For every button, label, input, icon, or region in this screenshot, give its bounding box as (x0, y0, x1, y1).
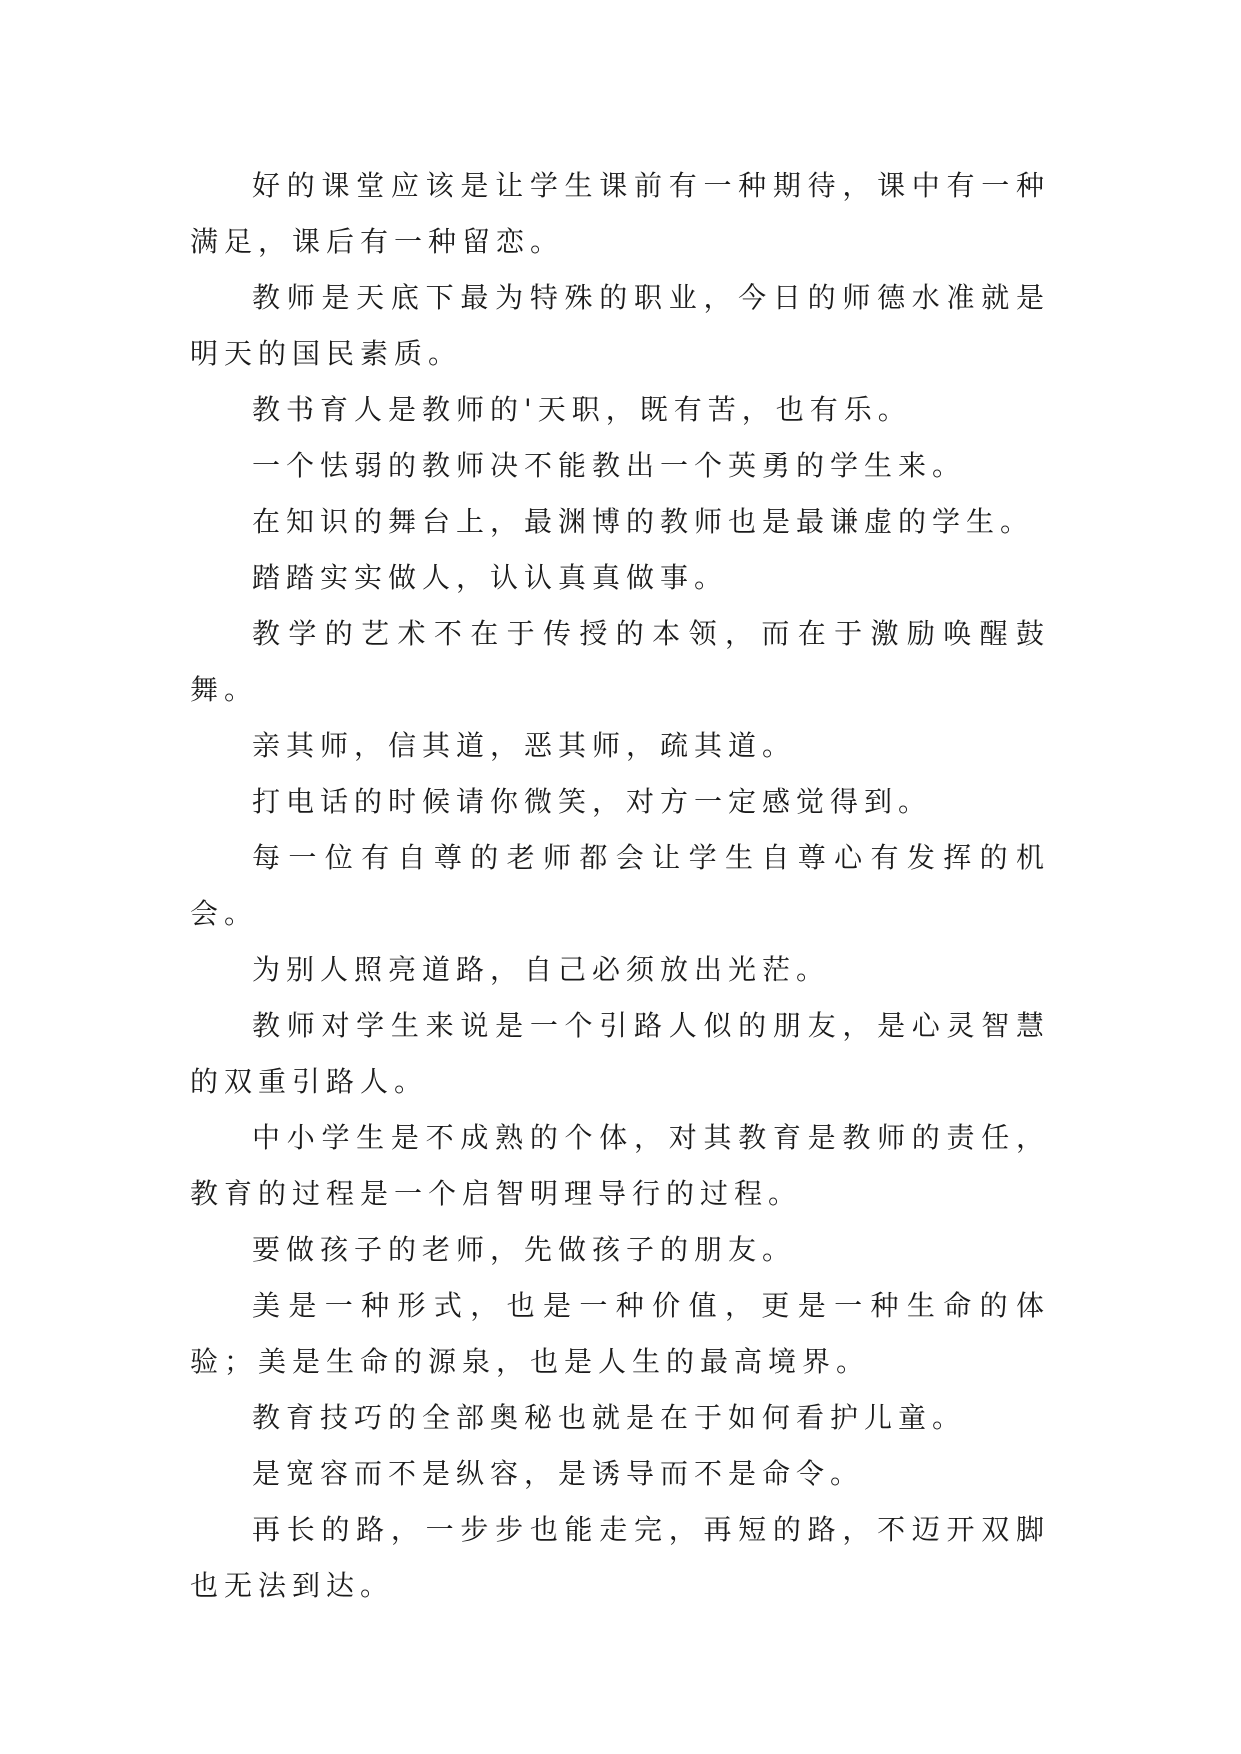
paragraph-4: 一个怯弱的教师决不能教出一个英勇的学生来。 (252, 449, 967, 482)
paragraph-9: 打电话的时候请你微笑，对方一定感觉得到。 (252, 785, 933, 818)
paragraph-12: 教师对学生来说是一个引路人似的朋友，是心灵智慧的双重引路人。 (190, 1009, 1050, 1098)
paragraph-6: 踏踏实实做人，认认真真做事。 (252, 561, 729, 594)
paragraph-16: 教育技巧的全部奥秘也就是在于如何看护儿童。 (252, 1401, 967, 1434)
paragraph-15: 美是一种形式，也是一种价值，更是一种生命的体验；美是生命的源泉，也是人生的最高境界。 (190, 1289, 1050, 1378)
paragraph-1: 好的课堂应该是让学生课前有一种期待，课中有一种满足，课后有一种留恋。 (190, 169, 1050, 258)
paragraph-10: 每一位有自尊的老师都会让学生自尊心有发挥的机会。 (190, 841, 1050, 930)
paragraph-14: 要做孩子的老师，先做孩子的朋友。 (252, 1233, 797, 1266)
paragraph-3: 教书育人是教师的'天职，既有苦，也有乐。 (252, 393, 912, 426)
document-body (190, 158, 1050, 1614)
paragraph-2: 教师是天底下最为特殊的职业，今日的师德水准就是明天的国民素质。 (190, 281, 1050, 370)
paragraph-18: 再长的路，一步步也能走完，再短的路，不迈开双脚也无法到达。 (190, 1513, 1050, 1602)
paragraph-13: 中小学生是不成熟的个体，对其教育是教师的责任，教育的过程是一个启智明理导行的过程。 (190, 1121, 1050, 1210)
paragraph-5: 在知识的舞台上，最渊博的教师也是最谦虚的学生。 (252, 505, 1035, 538)
paragraph-8: 亲其师，信其道，恶其师，疏其道。 (252, 729, 797, 762)
paragraph-7: 教学的艺术不在于传授的本领，而在于激励唤醒鼓舞。 (190, 617, 1050, 706)
paragraph-11: 为别人照亮道路，自己必须放出光茫。 (252, 953, 831, 986)
paragraph-17: 是宽容而不是纵容，是诱导而不是命令。 (252, 1457, 865, 1490)
